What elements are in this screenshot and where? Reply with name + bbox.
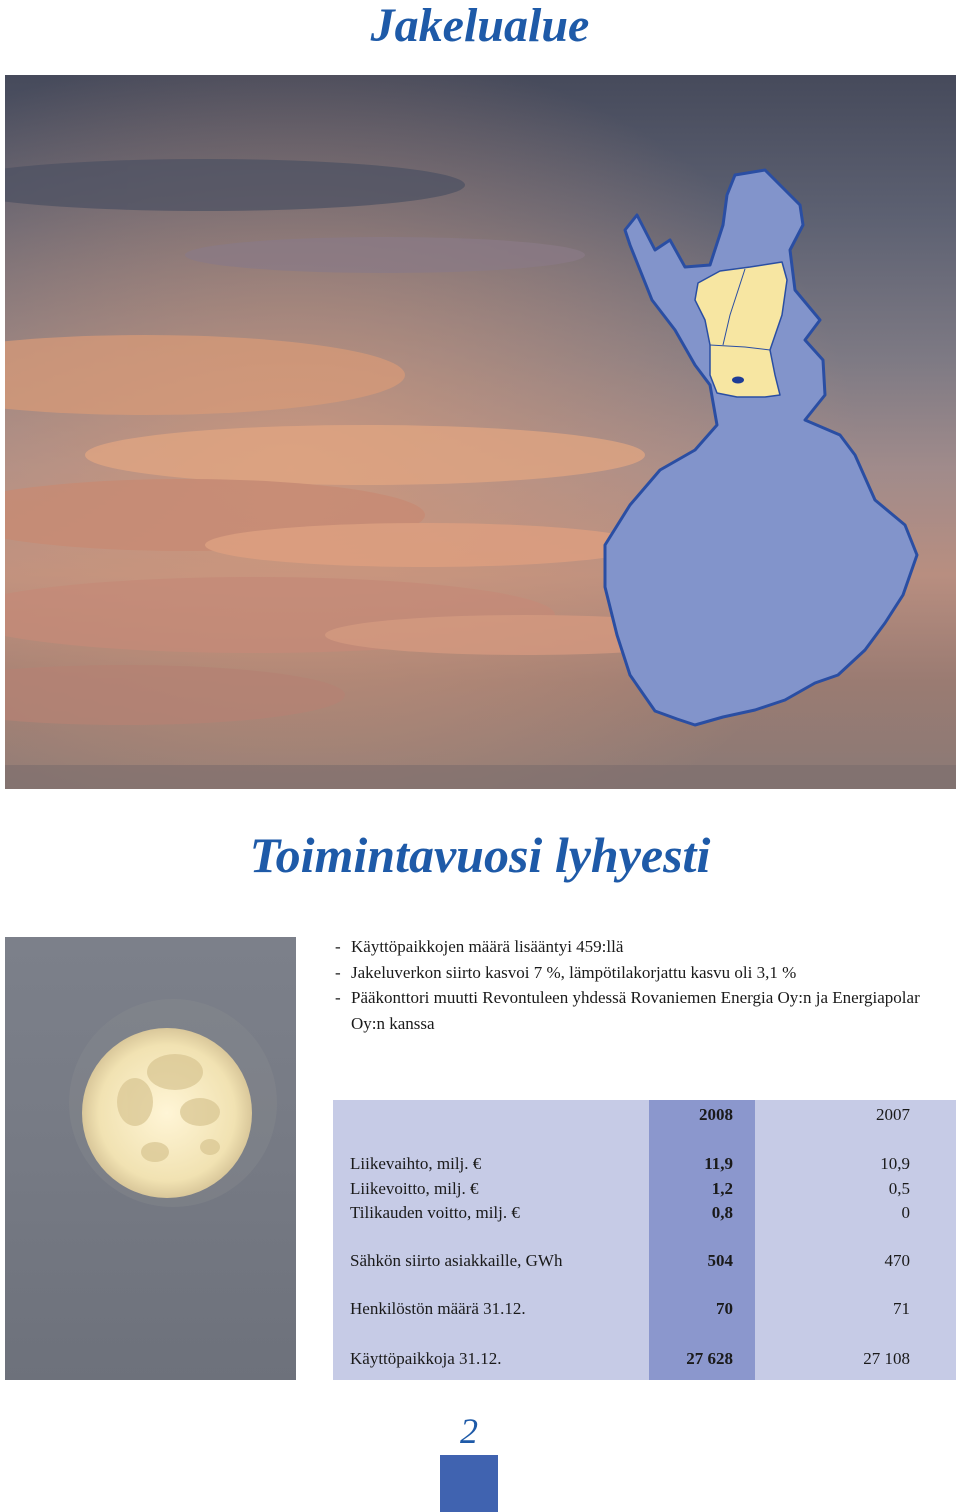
row-value-2007: 0,5 xyxy=(888,1179,910,1198)
row-value-2008: 11,9 xyxy=(704,1154,733,1173)
row-value-2008: 0,8 xyxy=(711,1203,733,1222)
city-marker xyxy=(732,377,744,384)
row-label: Sähkön siirto asiakkaille, GWh xyxy=(350,1251,563,1270)
current-year-column-highlight xyxy=(649,1100,755,1380)
moon-photo xyxy=(5,937,296,1380)
row-value-2007: 10,9 xyxy=(880,1154,910,1173)
row-value-2008: 70 xyxy=(716,1299,733,1318)
header-year-2007: 2007 xyxy=(876,1105,910,1124)
row-label: Liikevoitto, milj. € xyxy=(350,1179,479,1198)
row-value-2008: 27 628 xyxy=(686,1349,733,1368)
sky-clouds-and-map xyxy=(5,75,956,789)
moon xyxy=(82,1028,252,1198)
list-item: - Käyttöpaikkojen määrä lisääntyi 459:llä xyxy=(333,934,933,960)
page-number: 2 xyxy=(460,1411,478,1451)
row-label: Käyttöpaikkoja 31.12. xyxy=(350,1349,502,1368)
page-title: Jakelualue xyxy=(370,0,590,52)
row-value-2007: 27 108 xyxy=(863,1349,910,1368)
section-title: Toimintavuosi lyhyesti xyxy=(249,827,711,883)
row-label: Liikevaihto, milj. € xyxy=(350,1154,482,1173)
row-value-2007: 0 xyxy=(901,1203,910,1222)
highlights-list xyxy=(333,934,933,1036)
page-marker-block xyxy=(440,1455,498,1512)
sunset-sky-photo xyxy=(5,75,956,789)
key-figures-table xyxy=(333,1100,956,1380)
row-value-2008: 1,2 xyxy=(711,1179,733,1198)
list-item: - Pääkonttori muutti Revontuleen yhdessä Rovaniemen Energia Oy:n ja Energiapolar Oy:n kanssa xyxy=(333,985,933,1036)
row-label: Henkilöstön määrä 31.12. xyxy=(350,1299,526,1318)
header-year-2008: 2008 xyxy=(699,1105,733,1124)
moon-illustration xyxy=(5,937,296,1380)
row-value-2007: 470 xyxy=(884,1251,910,1270)
row-value-2008: 504 xyxy=(707,1251,733,1270)
row-value-2007: 71 xyxy=(893,1299,910,1318)
list-item: - Jakeluverkon siirto kasvoi 7 %, lämpötilakorjattu kasvu oli 3,1 % xyxy=(333,960,933,986)
row-label: Tilikauden voitto, milj. € xyxy=(350,1203,520,1222)
